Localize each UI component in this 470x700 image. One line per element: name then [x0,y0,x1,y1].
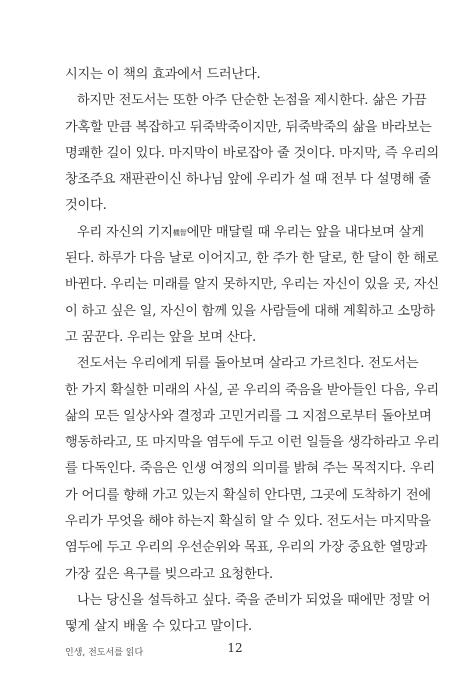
text-line: 가장 깊은 욕구를 빚으라고 요청한다. [65,566,274,582]
text-line: 행동하라고, 또 마지막을 염두에 두고 이런 일들을 생각하라고 우리 [65,435,440,451]
text-line: 우리가 무엇을 해야 하는지 확실히 알 수 있다. 전도서는 마지막을 [65,514,431,530]
text-fragment: 에만 매달릴 때 우리는 앞을 내다보며 살게 [186,224,424,240]
text-line: 명쾌한 길이 있다. 마지막이 바로잡아 줄 것이다. 마지막, 즉 우리의 [65,145,439,161]
text-line: 떻게 살지 배울 수 있다고 말이다. [65,619,252,635]
text-fragment: 우리 자신의 기지 [77,224,173,240]
page-number: 12 [227,641,243,655]
page-body [65,62,440,641]
text-line: 를 다독인다. 죽음은 인생 여정의 의미를 밝혀 주는 목적지다. 우리 [65,461,435,477]
hanja-gloss: 機智 [172,228,187,237]
running-footer-title: 인생, 전도서를 읽다 [65,648,144,658]
text-line: 것이다. [65,198,107,214]
text-line: 한 가지 확실한 미래의 사실, 곧 우리의 죽음을 받아들인 다음, 우리 [65,382,439,398]
text-line: 시지는 이 책의 효과에서 드러난다. [65,67,261,82]
text-line: 고 꿈꾼다. 우리는 앞을 보며 산다. [65,329,256,345]
text-line: 나는 당신을 설득하고 싶다. 죽을 준비가 되었을 때에만 정말 어 [77,592,431,608]
text-line: 삶의 모든 일상사와 결정과 고민거리를 그 지점으로부터 돌아보며 [65,408,432,424]
text-line: 된다. 하루가 다음 날로 이어지고, 한 주가 한 달로, 한 달이 한 해로 [65,251,439,267]
text-line: 전도서는 우리에게 뒤를 돌아보며 살라고 가르친다. 전도서는 [77,356,419,372]
text-line: 하지만 전도서는 또한 아주 단순한 논점을 제시한다. 삶은 가끔 [77,93,427,109]
text-line-with-gloss [65,220,424,246]
text-line: 염두에 두고 우리의 우선순위와 목표, 우리의 가장 중요한 열망과 [65,540,427,556]
text-line: 창조주요 재판관이신 하나님 앞에 우리가 설 때 전부 다 설명해 줄 [65,172,431,188]
text-line: 바뀐다. 우리는 미래를 알지 못하지만, 우리는 자신이 있을 곳, 자신 [65,277,439,293]
text-line: 이 하고 싶은 일, 자신이 함께 있을 사람들에 대해 계획하고 소망하 [65,303,435,319]
text-line: 가혹할 만큼 복잡하고 뒤죽박죽이지만, 뒤죽박죽의 삶을 바라보는 [65,119,432,135]
text-line: 가 어디를 향해 가고 있는지 확실히 안다면, 그곳에 도착하기 전에 [65,487,431,503]
